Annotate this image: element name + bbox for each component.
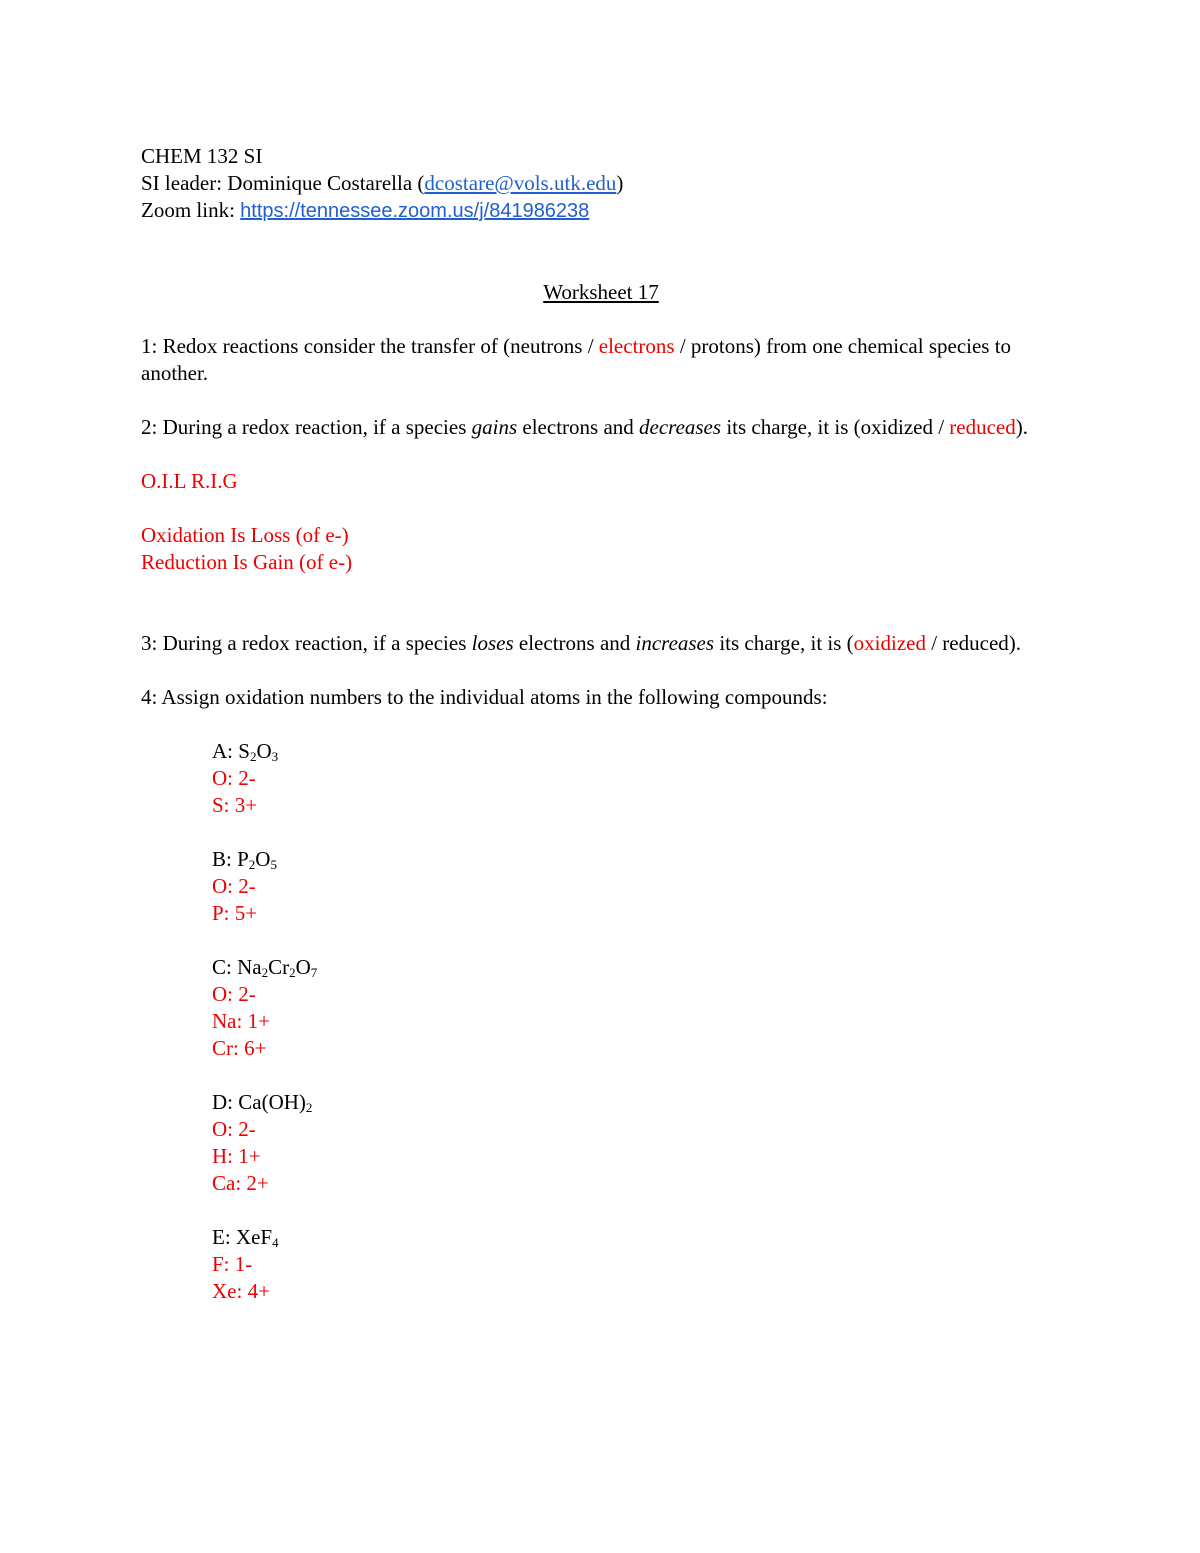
q2-text: 2: During a redox reaction, if a species <box>141 415 472 439</box>
formula-element: XeF <box>235 1225 273 1249</box>
oxidation-number-answer: H: 1+ <box>212 1144 261 1168</box>
formula-subscript: 2 <box>248 857 256 872</box>
formula-subscript: 7 <box>310 965 318 980</box>
compound-label: B: <box>212 847 238 871</box>
spacer <box>141 441 1061 468</box>
mnemonic-line-1: Oxidation Is Loss (of e-) <box>141 523 349 547</box>
oxidation-number-answer: O: 2- <box>212 982 256 1006</box>
formula-subscript: 2 <box>249 749 257 764</box>
question-1 <box>141 333 1061 387</box>
formula-subscript: 5 <box>270 857 277 872</box>
mnemonic-acronym: O.I.L R.I.G <box>141 469 238 493</box>
spacer <box>141 819 1061 846</box>
compound-label: A: <box>212 739 239 763</box>
formula-subscript: 2 <box>261 965 269 980</box>
oxidation-number-answer: P: 5+ <box>212 901 258 925</box>
formula-element: O <box>295 955 311 979</box>
compound-formula <box>141 954 1061 981</box>
formula-subscript: 4 <box>272 1235 279 1250</box>
spacer <box>141 927 1061 954</box>
mnemonic-line-2: Reduction Is Gain (of e-) <box>141 550 353 574</box>
q2-text: ). <box>1015 415 1029 439</box>
compound-label: C: <box>212 955 238 979</box>
q3-text: 3: During a redox reaction, if a species <box>141 631 472 655</box>
zoom-link-label: Zoom link: <box>141 198 241 222</box>
formula-element: P <box>237 847 249 871</box>
q2-italic-gains: gains <box>471 415 518 439</box>
formula-element: S <box>238 739 250 763</box>
formula-subscript: 2 <box>289 965 296 980</box>
formula-subscript: 2 <box>305 1100 313 1115</box>
zoom-link-line <box>141 197 1061 225</box>
q3-text: / reduced). <box>925 631 1022 655</box>
compound-list <box>141 738 1061 1305</box>
formula-element: Ca(OH) <box>238 1090 306 1114</box>
spacer <box>141 576 1061 603</box>
q1-suffix: / protons) from one chemical species to another. <box>141 334 1012 385</box>
q2-italic-decreases: decreases <box>639 415 722 439</box>
si-leader-text: SI leader: Dominique Costarella ( <box>141 171 425 195</box>
q2-text: its charge, it is (oxidized / <box>721 415 950 439</box>
compound-label: D: <box>212 1090 239 1114</box>
leader-email-link[interactable]: dcostare@vols.utk.edu <box>424 171 617 195</box>
spacer <box>141 387 1061 414</box>
compound-formula <box>141 738 1061 765</box>
formula-element: O <box>256 739 272 763</box>
worksheet-title: Worksheet 17 <box>543 280 659 304</box>
spacer <box>141 252 1061 279</box>
q3-italic-loses: loses <box>471 631 514 655</box>
compound-formula <box>141 1224 1061 1251</box>
oxidation-number-answer: F: 1- <box>212 1252 253 1276</box>
spacer <box>141 495 1061 522</box>
spacer <box>141 657 1061 684</box>
question-4-prompt: 4: Assign oxidation numbers to the individual atoms in the following compounds: <box>141 685 828 709</box>
q2-text: electrons and <box>517 415 640 439</box>
q3-answer: oxidized <box>853 631 926 655</box>
formula-element: Na <box>237 955 262 979</box>
compound-label: E: <box>212 1225 236 1249</box>
worksheet-title-line <box>141 279 1061 306</box>
q3-italic-increases: increases <box>635 631 715 655</box>
si-leader-close-paren: ) <box>616 171 624 195</box>
spacer <box>141 603 1061 630</box>
compound-formula <box>141 846 1061 873</box>
oxidation-number-answer: O: 2- <box>212 766 256 790</box>
question-2 <box>141 414 1061 441</box>
oxidation-number-answer: O: 2- <box>212 1117 256 1141</box>
spacer <box>141 225 1061 252</box>
compound-formula <box>141 1089 1061 1116</box>
question-3 <box>141 630 1061 657</box>
formula-element: O <box>255 847 271 871</box>
oxidation-number-answer: O: 2- <box>212 874 256 898</box>
spacer <box>141 1062 1061 1089</box>
q1-prefix: 1: Redox reactions consider the transfer of (neutrons / <box>141 334 599 358</box>
oxidation-number-answer: Xe: 4+ <box>212 1279 270 1303</box>
oxidation-number-answer: Ca: 2+ <box>212 1171 269 1195</box>
oxidation-number-answer: Na: 1+ <box>212 1009 270 1033</box>
oxidation-number-answer: S: 3+ <box>212 793 258 817</box>
spacer <box>141 711 1061 738</box>
formula-element: Cr <box>268 955 290 979</box>
formula-subscript: 3 <box>271 749 279 764</box>
spacer <box>141 1197 1061 1224</box>
si-leader-line <box>141 170 1061 197</box>
zoom-link[interactable]: https://tennessee.zoom.us/j/841986238 <box>240 200 590 222</box>
course-title: CHEM 132 SI <box>141 144 263 168</box>
q3-text: electrons and <box>513 631 636 655</box>
oxidation-number-answer: Cr: 6+ <box>212 1036 267 1060</box>
worksheet-page <box>141 143 1061 1305</box>
q2-answer: reduced <box>949 415 1016 439</box>
q3-text: its charge, it is ( <box>714 631 854 655</box>
spacer <box>141 306 1061 333</box>
q1-answer: electrons <box>598 334 675 358</box>
